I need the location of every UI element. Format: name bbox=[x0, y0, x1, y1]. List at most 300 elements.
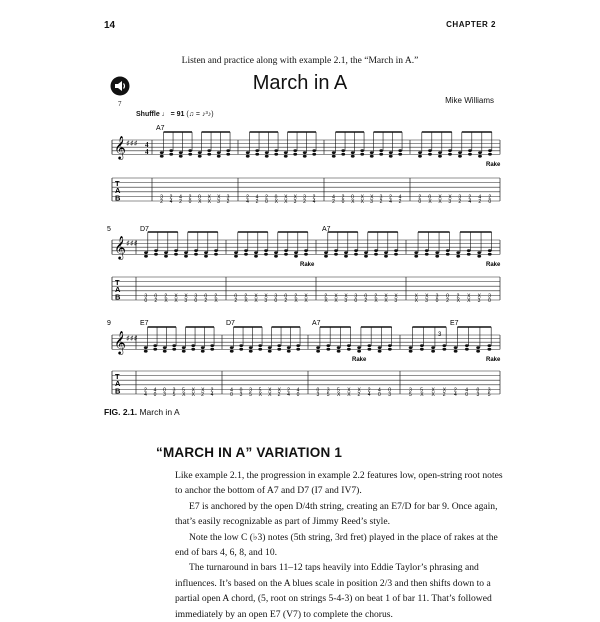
note-head bbox=[191, 348, 195, 351]
tab-number: 4 bbox=[246, 199, 249, 205]
tab-number: X bbox=[448, 194, 452, 201]
note-head bbox=[254, 255, 258, 258]
tab-number: 2 bbox=[160, 199, 163, 205]
note-head bbox=[284, 253, 288, 256]
tab-number: 2 bbox=[201, 392, 204, 398]
tab-number: X bbox=[360, 194, 364, 201]
note-head bbox=[465, 344, 469, 347]
tab-number: 3 bbox=[184, 298, 188, 304]
tab-number: 3 bbox=[409, 387, 412, 394]
tab-number: X bbox=[184, 293, 188, 300]
tab-number: 2 bbox=[188, 194, 192, 201]
tab-number: 2 bbox=[478, 199, 482, 205]
tab-number: 2 bbox=[389, 194, 392, 201]
note-head bbox=[188, 149, 192, 152]
tab-number: X bbox=[182, 392, 186, 398]
note-head bbox=[296, 344, 300, 347]
tab-number: 3 bbox=[303, 194, 306, 201]
tab-number: 2 bbox=[456, 293, 460, 300]
note-head bbox=[384, 251, 388, 254]
tab-number: 2 bbox=[367, 387, 371, 394]
tab-number: 2 bbox=[446, 298, 449, 304]
tab-number: X bbox=[284, 199, 288, 205]
tab-number: 3 bbox=[226, 194, 230, 201]
tab-number: 4 bbox=[398, 194, 402, 201]
note-head bbox=[351, 155, 355, 158]
note-head bbox=[487, 344, 491, 347]
tab-number: 3 bbox=[172, 387, 176, 394]
tab-number: 2 bbox=[418, 194, 422, 201]
tab-number: 4 bbox=[454, 392, 457, 398]
tab-number: 0 bbox=[465, 392, 469, 398]
tab-number: 0 bbox=[388, 387, 392, 394]
treble-clef-icon: 𝄞 bbox=[114, 330, 126, 354]
note-head bbox=[332, 155, 336, 158]
note-head bbox=[194, 249, 198, 252]
note-head bbox=[442, 344, 446, 347]
tab-number: 3 bbox=[239, 392, 243, 398]
note-head bbox=[360, 153, 364, 156]
note-head bbox=[169, 153, 173, 156]
note-head bbox=[312, 153, 316, 156]
tab-clef-letter: T bbox=[115, 278, 120, 287]
tab-number: 5 bbox=[326, 392, 330, 398]
note-head bbox=[420, 348, 424, 351]
note-head bbox=[265, 151, 269, 154]
note-head bbox=[379, 149, 383, 152]
tab-number: 2 bbox=[312, 194, 316, 201]
note-head bbox=[438, 151, 442, 154]
note-head bbox=[255, 153, 259, 156]
tab-number: X bbox=[254, 298, 258, 304]
tab-number: X bbox=[456, 298, 460, 304]
tab-number: 0 bbox=[204, 293, 208, 300]
tab-number: 3 bbox=[249, 387, 252, 394]
note-head bbox=[284, 155, 288, 158]
tab-number: 5 bbox=[249, 392, 252, 398]
note-head bbox=[458, 151, 462, 154]
tab-number: X bbox=[201, 387, 205, 394]
section-heading: “MARCH IN A” VARIATION 1 bbox=[156, 445, 343, 460]
note-head bbox=[409, 350, 413, 353]
chord-symbol: D7 bbox=[140, 226, 149, 233]
note-head bbox=[234, 251, 238, 254]
rake-annotation: Rake bbox=[300, 262, 315, 268]
note-head bbox=[394, 253, 398, 256]
note-head bbox=[414, 255, 418, 258]
note-head bbox=[287, 350, 291, 353]
note-head bbox=[378, 350, 382, 353]
note-head bbox=[435, 255, 439, 258]
tab-number: X bbox=[428, 199, 432, 205]
note-head bbox=[258, 344, 262, 347]
tab-number: 0 bbox=[316, 387, 320, 394]
tab-number: 4 bbox=[332, 194, 335, 201]
tab-number: X bbox=[254, 293, 258, 300]
intro-text: Listen and practice along with example 2.1, the “March in A.” bbox=[181, 56, 419, 66]
note-head bbox=[332, 151, 336, 154]
treble-clef-icon: 𝄞 bbox=[114, 235, 126, 259]
tab-number: X bbox=[293, 194, 297, 201]
note-head bbox=[207, 153, 211, 156]
note-head bbox=[304, 249, 308, 252]
note-head bbox=[370, 151, 374, 154]
note-head bbox=[341, 149, 345, 152]
tab-number: X bbox=[207, 199, 211, 205]
tab-number: 0 bbox=[265, 199, 268, 205]
note-head bbox=[316, 350, 320, 353]
tab-number: 0 bbox=[418, 199, 422, 205]
note-head bbox=[341, 153, 345, 156]
note-head bbox=[467, 249, 471, 252]
tab-clef-letter: A bbox=[115, 186, 121, 196]
paragraph: The turnaround in bars 11–12 taps heavily into Eddie Taylor’s phrasing and influences. It’s based on the A blues scale in position 2/3 and then shifts down to a partial open A chord, (5, root on strings 5-4-3) on beat 1 of bar 11. That’s followed immediately by an open E7 (V7) to complete the chorus. bbox=[175, 562, 492, 620]
note-head bbox=[326, 348, 330, 351]
note-head bbox=[488, 253, 492, 256]
tab-number: X bbox=[174, 293, 178, 300]
tab-number: X bbox=[374, 298, 378, 304]
composer: Mike Williams bbox=[445, 96, 494, 105]
note-head bbox=[379, 153, 383, 156]
tab-number: 0 bbox=[234, 293, 238, 300]
note-head bbox=[296, 348, 300, 351]
note-head bbox=[428, 153, 432, 156]
tab-number: 0 bbox=[488, 298, 491, 304]
figure-title: March in A bbox=[139, 407, 180, 417]
tab-number: 4 bbox=[179, 194, 182, 201]
tab-number: 4 bbox=[210, 392, 214, 398]
note-head bbox=[425, 249, 429, 252]
tab-number: 2 bbox=[255, 199, 259, 205]
tab-number: 2 bbox=[179, 199, 182, 205]
tab-number: 4 bbox=[255, 194, 259, 201]
tab-number: 3 bbox=[160, 194, 163, 201]
note-head bbox=[370, 155, 374, 158]
key-signature: ♯♯♯ bbox=[126, 139, 138, 148]
tab-number: 2 bbox=[277, 392, 281, 398]
tab-number: 2 bbox=[287, 387, 290, 394]
note-head bbox=[303, 155, 307, 158]
tab-number: 0 bbox=[198, 194, 201, 201]
tab-number: X bbox=[384, 293, 388, 300]
note-head bbox=[246, 151, 250, 154]
tab-number: 2 bbox=[246, 194, 249, 201]
note-head bbox=[456, 251, 460, 254]
tab-number: X bbox=[431, 392, 435, 398]
tab-number: 0 bbox=[274, 194, 278, 201]
tab-number: 5 bbox=[182, 387, 185, 394]
note-head bbox=[201, 346, 205, 349]
note-head bbox=[351, 151, 355, 154]
tab-clef-letter: A bbox=[115, 285, 121, 295]
note-head bbox=[347, 344, 351, 347]
note-head bbox=[144, 255, 148, 258]
tab-number: 0 bbox=[296, 392, 300, 398]
tab-number: 2 bbox=[364, 298, 368, 304]
tab-number: X bbox=[442, 387, 447, 394]
tab-number: 2 bbox=[294, 293, 298, 300]
note-head bbox=[214, 249, 218, 252]
chapter-label: CHAPTER 2 bbox=[446, 20, 496, 29]
tab-number: X bbox=[207, 194, 211, 201]
tab-number: X bbox=[344, 293, 348, 300]
note-head bbox=[264, 249, 268, 252]
tab-number: X bbox=[337, 392, 341, 398]
note-head bbox=[210, 344, 214, 347]
tab-number: 0 bbox=[428, 194, 432, 201]
tab-number: 0 bbox=[378, 392, 381, 398]
note-head bbox=[239, 348, 243, 351]
chord-symbol: A7 bbox=[312, 320, 321, 327]
tab-number: 2 bbox=[265, 194, 268, 201]
tab-clef-letter: B bbox=[115, 292, 121, 302]
note-head bbox=[265, 155, 269, 158]
tab-number: X bbox=[304, 293, 308, 300]
tab-number: 5 bbox=[409, 392, 412, 398]
tab-number: 4 bbox=[153, 387, 157, 394]
tab-number: X bbox=[268, 387, 272, 394]
tab-number: 0 bbox=[446, 293, 449, 300]
tab-number: X bbox=[334, 298, 338, 304]
figure-caption bbox=[104, 407, 180, 417]
tab-number: X bbox=[351, 199, 355, 205]
tab-number: 3 bbox=[274, 293, 278, 300]
note-head bbox=[179, 155, 183, 158]
tab-number: 5 bbox=[258, 387, 262, 394]
note-head bbox=[476, 346, 480, 349]
note-head bbox=[230, 350, 234, 353]
treble-clef-icon: 𝄞 bbox=[114, 135, 126, 159]
note-head bbox=[230, 346, 234, 349]
note-head bbox=[334, 253, 338, 256]
tab-number: 2 bbox=[332, 199, 335, 205]
note-head bbox=[337, 346, 341, 349]
note-head bbox=[364, 255, 368, 258]
tab-number: 3 bbox=[379, 194, 383, 201]
tab-number: 2 bbox=[204, 298, 208, 304]
note-head bbox=[418, 155, 422, 158]
tab-number: X bbox=[347, 387, 351, 394]
note-head bbox=[431, 350, 435, 353]
note-head bbox=[226, 153, 230, 156]
tab-number: 3 bbox=[144, 293, 148, 300]
bar-number: 5 bbox=[107, 226, 111, 233]
note-head bbox=[425, 253, 429, 256]
note-head bbox=[477, 255, 481, 258]
tab-number: X bbox=[191, 392, 195, 398]
paragraph: E7 is anchored by the open D/4th string, creating an E7/D for bar 9. Once again, that’s easily recognizable as part of Jimmy Reed’s style. bbox=[175, 500, 498, 528]
tab-number: X bbox=[214, 298, 218, 304]
note-head bbox=[274, 255, 278, 258]
note-head bbox=[174, 249, 178, 252]
note-head bbox=[164, 255, 168, 258]
note-head bbox=[172, 348, 176, 351]
note-head bbox=[274, 251, 278, 254]
tab-number: 3 bbox=[425, 298, 428, 304]
tab-number: 0 bbox=[488, 199, 492, 205]
note-head bbox=[264, 253, 268, 256]
tab-number: 5 bbox=[487, 392, 491, 398]
note-head bbox=[258, 348, 262, 351]
note-head bbox=[268, 350, 272, 353]
tab-number: 3 bbox=[448, 199, 452, 205]
tab-number: X bbox=[467, 293, 471, 300]
tab-number: 4 bbox=[144, 392, 147, 398]
note-head bbox=[324, 255, 328, 258]
tab-number: 4 bbox=[230, 387, 233, 394]
tab-number: X bbox=[217, 194, 221, 201]
tab-number: X bbox=[414, 293, 418, 300]
page-number: 14 bbox=[104, 20, 116, 31]
tab-number: 0 bbox=[341, 199, 345, 205]
tab-number: X bbox=[360, 199, 364, 205]
note-head bbox=[378, 346, 382, 349]
note-head bbox=[448, 153, 452, 156]
note-head bbox=[446, 249, 450, 252]
tab-number: X bbox=[324, 298, 328, 304]
note-head bbox=[204, 255, 208, 258]
note-head bbox=[246, 155, 250, 158]
tab-number: X bbox=[467, 298, 471, 304]
tab-number: 2 bbox=[357, 392, 361, 398]
tab-number: X bbox=[277, 387, 281, 394]
note-head bbox=[304, 253, 308, 256]
tab-number: 2 bbox=[214, 293, 218, 300]
note-head bbox=[277, 348, 281, 351]
tab-number: 2 bbox=[144, 387, 147, 394]
tab-number: 4 bbox=[367, 392, 371, 398]
tab-number: 2 bbox=[488, 194, 492, 201]
bar-number: 9 bbox=[107, 320, 111, 327]
tab-number: X bbox=[357, 387, 361, 394]
note-head bbox=[284, 151, 288, 154]
note-head bbox=[163, 350, 167, 353]
paragraph: Like example 2.1, the progression in example 2.2 features low, open-string root notes to anchor the bottom of A7 and D7 (I7 and IV7). bbox=[175, 470, 503, 497]
tab-number: 2 bbox=[442, 392, 446, 398]
note-head bbox=[414, 251, 418, 254]
tab-number: 0 bbox=[154, 293, 158, 300]
tab-number: 2 bbox=[169, 194, 173, 201]
tab-number: 0 bbox=[354, 298, 358, 304]
note-head bbox=[467, 253, 471, 256]
note-head bbox=[316, 346, 320, 349]
note-head bbox=[476, 350, 480, 353]
tab-number: 2 bbox=[374, 293, 378, 300]
tab-number: 4 bbox=[389, 199, 392, 205]
tab-number: X bbox=[438, 194, 442, 201]
rake-annotation: Rake bbox=[486, 162, 501, 168]
tab-number: 3 bbox=[388, 392, 392, 398]
tab-number: 3 bbox=[326, 387, 330, 394]
tab-number: 5 bbox=[420, 387, 424, 394]
tab-number: 3 bbox=[458, 194, 462, 201]
note-head bbox=[217, 151, 221, 154]
tab-number: 3 bbox=[217, 199, 220, 205]
note-head bbox=[188, 153, 192, 156]
note-head bbox=[488, 149, 492, 152]
note-head bbox=[182, 346, 186, 349]
tab-number: X bbox=[431, 387, 435, 394]
tab-number: 2 bbox=[398, 199, 402, 205]
tab-number: 2 bbox=[210, 387, 214, 394]
note-head bbox=[144, 251, 148, 254]
note-head bbox=[478, 155, 482, 158]
tab-number: 0 bbox=[153, 392, 157, 398]
note-head bbox=[312, 149, 316, 152]
tab-number: 0 bbox=[476, 387, 480, 394]
tab-number: 4 bbox=[468, 199, 472, 205]
chord-symbol: D7 bbox=[226, 320, 235, 327]
note-head bbox=[374, 253, 378, 256]
note-head bbox=[438, 155, 442, 158]
tab-number: 0 bbox=[274, 298, 278, 304]
tab-number: 2 bbox=[154, 298, 158, 304]
note-head bbox=[428, 149, 432, 152]
tab-clef-letter: B bbox=[115, 386, 121, 396]
tab-number: 2 bbox=[458, 199, 462, 205]
tab-number: 2 bbox=[324, 293, 328, 300]
note-head bbox=[468, 153, 472, 156]
note-head bbox=[337, 350, 341, 353]
note-head bbox=[344, 251, 348, 254]
note-head bbox=[184, 255, 188, 258]
tab-number: X bbox=[198, 199, 202, 205]
tab-number: 0 bbox=[284, 293, 288, 300]
tab-number: X bbox=[420, 392, 424, 398]
tab-number: 0 bbox=[239, 387, 243, 394]
note-head bbox=[294, 251, 298, 254]
tab-number: 2 bbox=[303, 199, 306, 205]
tab-number: 4 bbox=[312, 199, 316, 205]
tab-number: X bbox=[384, 298, 388, 304]
note-head bbox=[144, 350, 148, 353]
tab-number: 4 bbox=[296, 387, 300, 394]
note-head bbox=[154, 253, 158, 256]
note-head bbox=[367, 348, 371, 351]
tab-number: 4 bbox=[478, 194, 482, 201]
note-head bbox=[217, 155, 221, 158]
tab-number: X bbox=[477, 293, 481, 300]
note-head bbox=[360, 149, 364, 152]
note-head bbox=[210, 348, 214, 351]
note-head bbox=[153, 344, 157, 347]
tab-number: 0 bbox=[194, 298, 198, 304]
note-head bbox=[488, 153, 492, 156]
note-head bbox=[478, 151, 482, 154]
tab-number: X bbox=[394, 293, 398, 300]
tab-number: 3 bbox=[293, 199, 297, 205]
tab-number: 3 bbox=[354, 293, 358, 300]
note-head bbox=[367, 344, 371, 347]
rake-annotation: Rake bbox=[486, 262, 501, 268]
tab-number: 3 bbox=[394, 298, 398, 304]
tab-number: X bbox=[274, 199, 278, 205]
note-head bbox=[446, 253, 450, 256]
note-head bbox=[398, 153, 402, 156]
note-head bbox=[354, 253, 358, 256]
tab-number: 0 bbox=[230, 392, 233, 398]
note-head bbox=[153, 348, 157, 351]
note-head bbox=[179, 151, 183, 154]
chord-symbol: E7 bbox=[450, 320, 459, 327]
tab-clef-letter: B bbox=[115, 193, 121, 203]
tab-number: 2 bbox=[341, 194, 345, 201]
tab-number: 3 bbox=[194, 293, 198, 300]
time-signature: 4 bbox=[145, 148, 149, 156]
note-head bbox=[277, 344, 281, 347]
tab-number: 5 bbox=[337, 387, 340, 394]
note-head bbox=[303, 151, 307, 154]
